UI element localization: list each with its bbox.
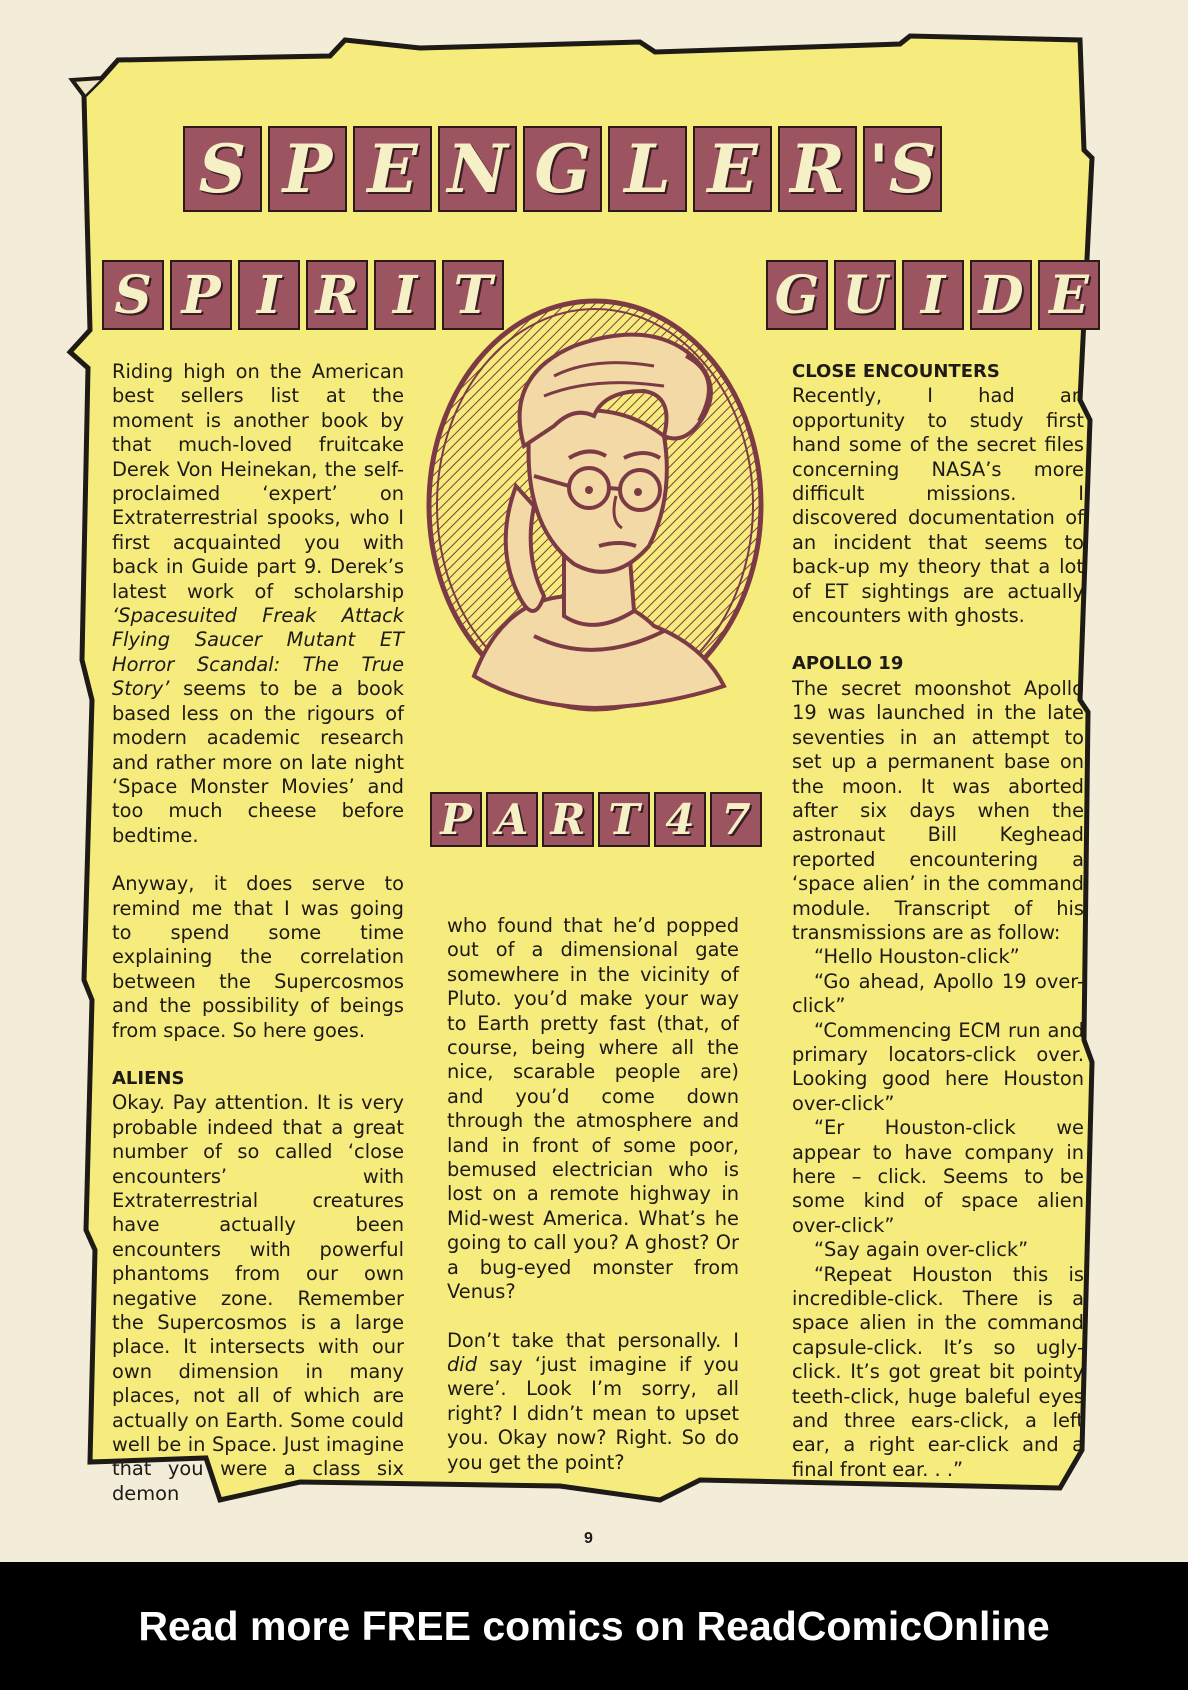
title-letter-tile: 'S (863, 126, 942, 212)
transcript-line: “Repeat Houston this is incredible-click. There is a space alien in the command capsule-click. It’s so ugly-click. It’s got great bit pointy teeth-click, huge baleful eyes and three ears-click, a left ear, a right ear-click and a final front ear. . .” (792, 1262, 1084, 1481)
paragraph-intro: Riding high on the American best sellers list at the moment is another book by that much-loved fruitcake Derek Von Heinekan, the self-proclaimed ‘expert’ on Extraterrestrial spooks, who I first acquainted you with back in Guide part 9. Derek’s latest work of scholarship ‘Spacesuited Freak Attack Flying Saucer Mutant ET Horror Scandal: The True Story’ seems to be a book based less on the rigours of modern academic research and rather more on late night ‘Space Monster Movies’ and too much cheese before bedtime. (112, 360, 404, 847)
title-letter-tile: T (598, 792, 650, 847)
title-letter-tile: S (102, 260, 164, 330)
promo-banner-text: Read more FREE comics on ReadComicOnline (138, 1602, 1050, 1649)
transcript-line: “Say again over-click” (814, 1238, 1029, 1262)
title-letter-tile: R (542, 792, 594, 847)
transcript-quotes (792, 945, 1084, 1482)
transcript-line: “Go ahead, Apollo 19 over-click” (792, 969, 1084, 1018)
spengler-portrait-illustration (424, 296, 766, 714)
paragraph-personally: Don’t take that personally. I did say ‘just imagine if you were’. Look I’m sorry, all right? I didn’t mean to upset you. Okay now? Right. So do you get the point? (447, 1328, 739, 1474)
title-spenglers (183, 126, 942, 212)
heading-aliens: ALIENS (112, 1067, 185, 1089)
title-letter-tile: E (693, 126, 772, 212)
paragraph-anyway: Anyway, it does serve to remind me that I was going to spend some time explaining the correlation between the Supercosmos and the possibility of beings from space. So here goes. (112, 872, 404, 1042)
paragraph-aliens: Okay. Pay attention. It is very probable indeed that a great number of so called ‘close encounters’ with Extraterrestrial creatures have actually been encounters with powerful phantoms from our own negative zone. Remember the Supercosmos is a large place. It intersects with our own dimension in many places, not all of which are actually on Earth. Some could well be in Space. Just imagine that you were a class six demon (112, 1091, 404, 1505)
title-letter-tile: G (523, 126, 602, 212)
title-letter-tile: E (353, 126, 432, 212)
title-letter-tile: P (170, 260, 232, 330)
title-letter-tile: P (430, 792, 482, 847)
title-letter-tile: I (902, 260, 964, 330)
title-letter-tile: G (766, 260, 828, 330)
title-part-47 (430, 792, 762, 847)
heading-apollo-19: APOLLO 19 (792, 653, 904, 675)
column-right (792, 360, 1084, 1482)
title-letter-tile: L (608, 126, 687, 212)
title-letter-tile: S (183, 126, 262, 212)
title-letter-tile: P (268, 126, 347, 212)
transcript-line: “Er Houston-click we appear to have company in here – click. Seems to be some kind of space alien over-click” (792, 1116, 1084, 1237)
title-letter-tile: 4 (654, 792, 706, 847)
promo-banner[interactable] (0, 1562, 1188, 1690)
title-letter-tile: D (970, 260, 1032, 330)
title-letter-tile: U (834, 260, 896, 330)
transcript-line: “Commencing ECM run and primary locators-click over. Looking good here Houston over-click” (792, 1018, 1084, 1115)
paragraph-apollo: The secret moonshot Apollo 19 was launched in the late seventies in an attempt to set up a permanent base on the moon. It was aborted after six days when the astronaut Bill Keghead reported encountering a ‘space alien’ in the command module. Transcript of his transmissions are as follow: (792, 676, 1084, 944)
page-number: 9 (584, 1530, 593, 1547)
column-left (112, 360, 404, 1530)
title-guide (766, 260, 1100, 330)
title-letter-tile: R (306, 260, 368, 330)
title-letter-tile: E (1038, 260, 1100, 330)
title-letter-tile: N (438, 126, 517, 212)
title-letter-tile: I (238, 260, 300, 330)
column-middle (447, 914, 739, 1499)
title-letter-tile: T (442, 260, 504, 330)
title-letter-tile: R (778, 126, 857, 212)
title-letter-tile: A (486, 792, 538, 847)
title-letter-tile: I (374, 260, 436, 330)
heading-close-encounters: CLOSE ENCOUNTERS (792, 361, 1000, 382)
title-letter-tile: 7 (710, 792, 762, 847)
transcript-line: “Hello Houston-click” (814, 945, 1020, 969)
paragraph-close-encounters: Recently, I had an opportunity to study first hand some of the secret files concerning NASA’s more difficult missions. I discovered documentation of an incident that seems to back-up my theory that a lot of ET sightings are actually encounters with ghosts. (792, 384, 1084, 628)
paragraph-demon: who found that he’d popped out of a dimensional gate somewhere in the vicinity of Pluto. you’d make your way to Earth pretty fast (that, of course, being where all the nice, scarable people are) and you’d come down through the atmosphere and land in front of some poor, bemused electrician who is lost on a remote highway in Mid-west America. What’s he going to call you? A ghost? Or a bug-eyed monster from Venus? (447, 914, 739, 1304)
